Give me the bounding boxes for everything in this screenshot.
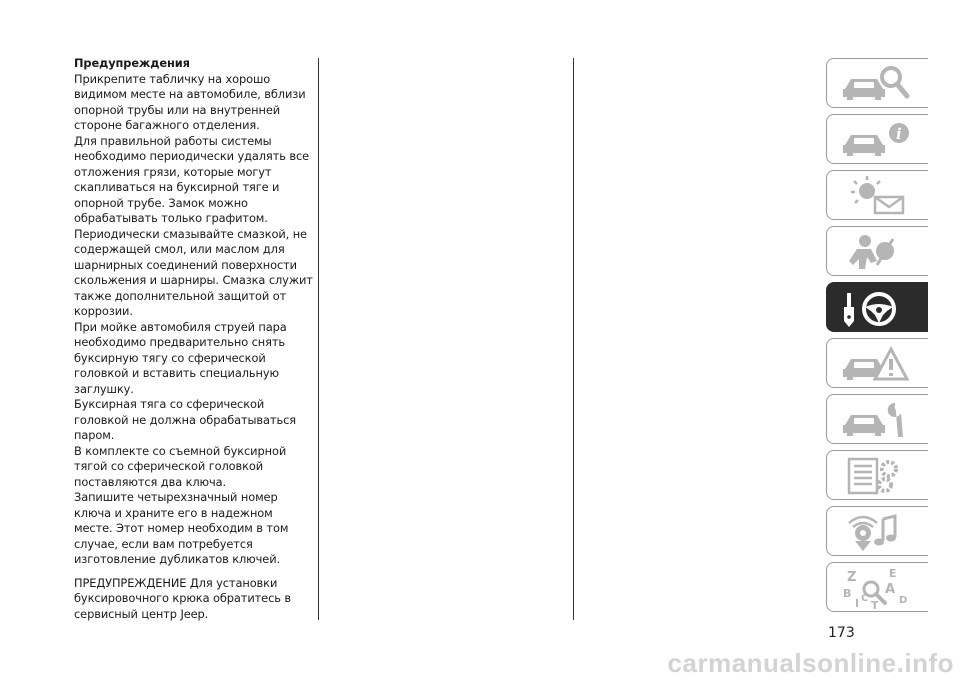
paragraph: Запишите четырехзначный номер ключа и храните его в надежном месте. Этот номер необходим в том случае, если вам потребуется изготовление дубликатов ключей. <box>74 490 289 566</box>
tab-car-search[interactable] <box>826 58 928 108</box>
airbag-person-icon <box>841 231 913 273</box>
paragraph: Прикрепите табличку на хорошо видимом месте на автомобиле, вблизи опорной трубы или на внутренней стороне багажного отделения. <box>74 71 306 132</box>
warning-light-message-icon <box>841 175 913 217</box>
svg-text:B: B <box>843 587 852 600</box>
warning-text: ПРЕДУПРЕЖДЕНИЕ Для установки буксировочного крюка обратитесь в сервисный центр Jeep. <box>74 575 291 621</box>
car-crash-warning-icon <box>841 343 913 385</box>
svg-text:i: i <box>896 125 902 143</box>
section-heading: Предупреждения <box>74 56 190 70</box>
svg-text:E: E <box>889 567 897 580</box>
paragraph: Периодически смазывайте смазкой, не содержащей смол, или маслом для шарнирных соединений поверхности скольжения и шарниры. Смазка служит также дополнительной защитой от коррозии. <box>74 226 313 318</box>
key-steering-wheel-icon <box>841 287 913 329</box>
svg-text:D: D <box>899 595 908 606</box>
paragraph: При мойке автомобиля струей пара необходимо предварительно снять буксирную тягу со сферической головкой и вставить специальную заглушку. <box>74 319 287 396</box>
text-column <box>74 56 314 622</box>
tab-servicing[interactable] <box>826 394 928 444</box>
svg-text:I: I <box>855 597 860 609</box>
tab-starting-driving[interactable] <box>826 282 928 332</box>
tab-safety[interactable] <box>826 226 928 276</box>
car-search-icon <box>841 63 913 105</box>
svg-text:C: C <box>861 593 869 604</box>
column-divider <box>573 58 574 620</box>
tab-multimedia[interactable] <box>826 506 928 556</box>
tab-emergency[interactable] <box>826 338 928 388</box>
tab-warning-lights[interactable] <box>826 170 928 220</box>
page-number: 173 <box>828 625 855 641</box>
alphabet-index-icon <box>841 567 913 609</box>
car-info-icon <box>841 119 913 161</box>
car-wrench-icon <box>841 399 913 441</box>
tab-technical-data[interactable] <box>826 450 928 500</box>
multimedia-icon <box>841 511 913 553</box>
column-divider <box>318 58 319 620</box>
tab-car-info[interactable] <box>826 114 928 164</box>
paragraph: В комплекте со съемной буксирной тягой со сферической головкой поставляются два ключа. <box>74 443 287 489</box>
paragraph: Буксирная тяга со сферической головкой не должна обрабатываться паром. <box>74 397 296 442</box>
tab-index[interactable] <box>826 562 928 612</box>
svg-text:A: A <box>885 582 896 597</box>
svg-text:Z: Z <box>847 570 857 585</box>
watermark: carmanualsonline.info <box>667 648 954 678</box>
svg-text:T: T <box>871 599 879 609</box>
paragraph: Для правильной работы системы необходимо периодически удалять все отложения грязи, которые могут скапливаться на буксирной тяге и опорной трубе. Замок можно обрабатывать только графитом. <box>74 133 310 225</box>
document-gear-icon <box>841 455 913 497</box>
